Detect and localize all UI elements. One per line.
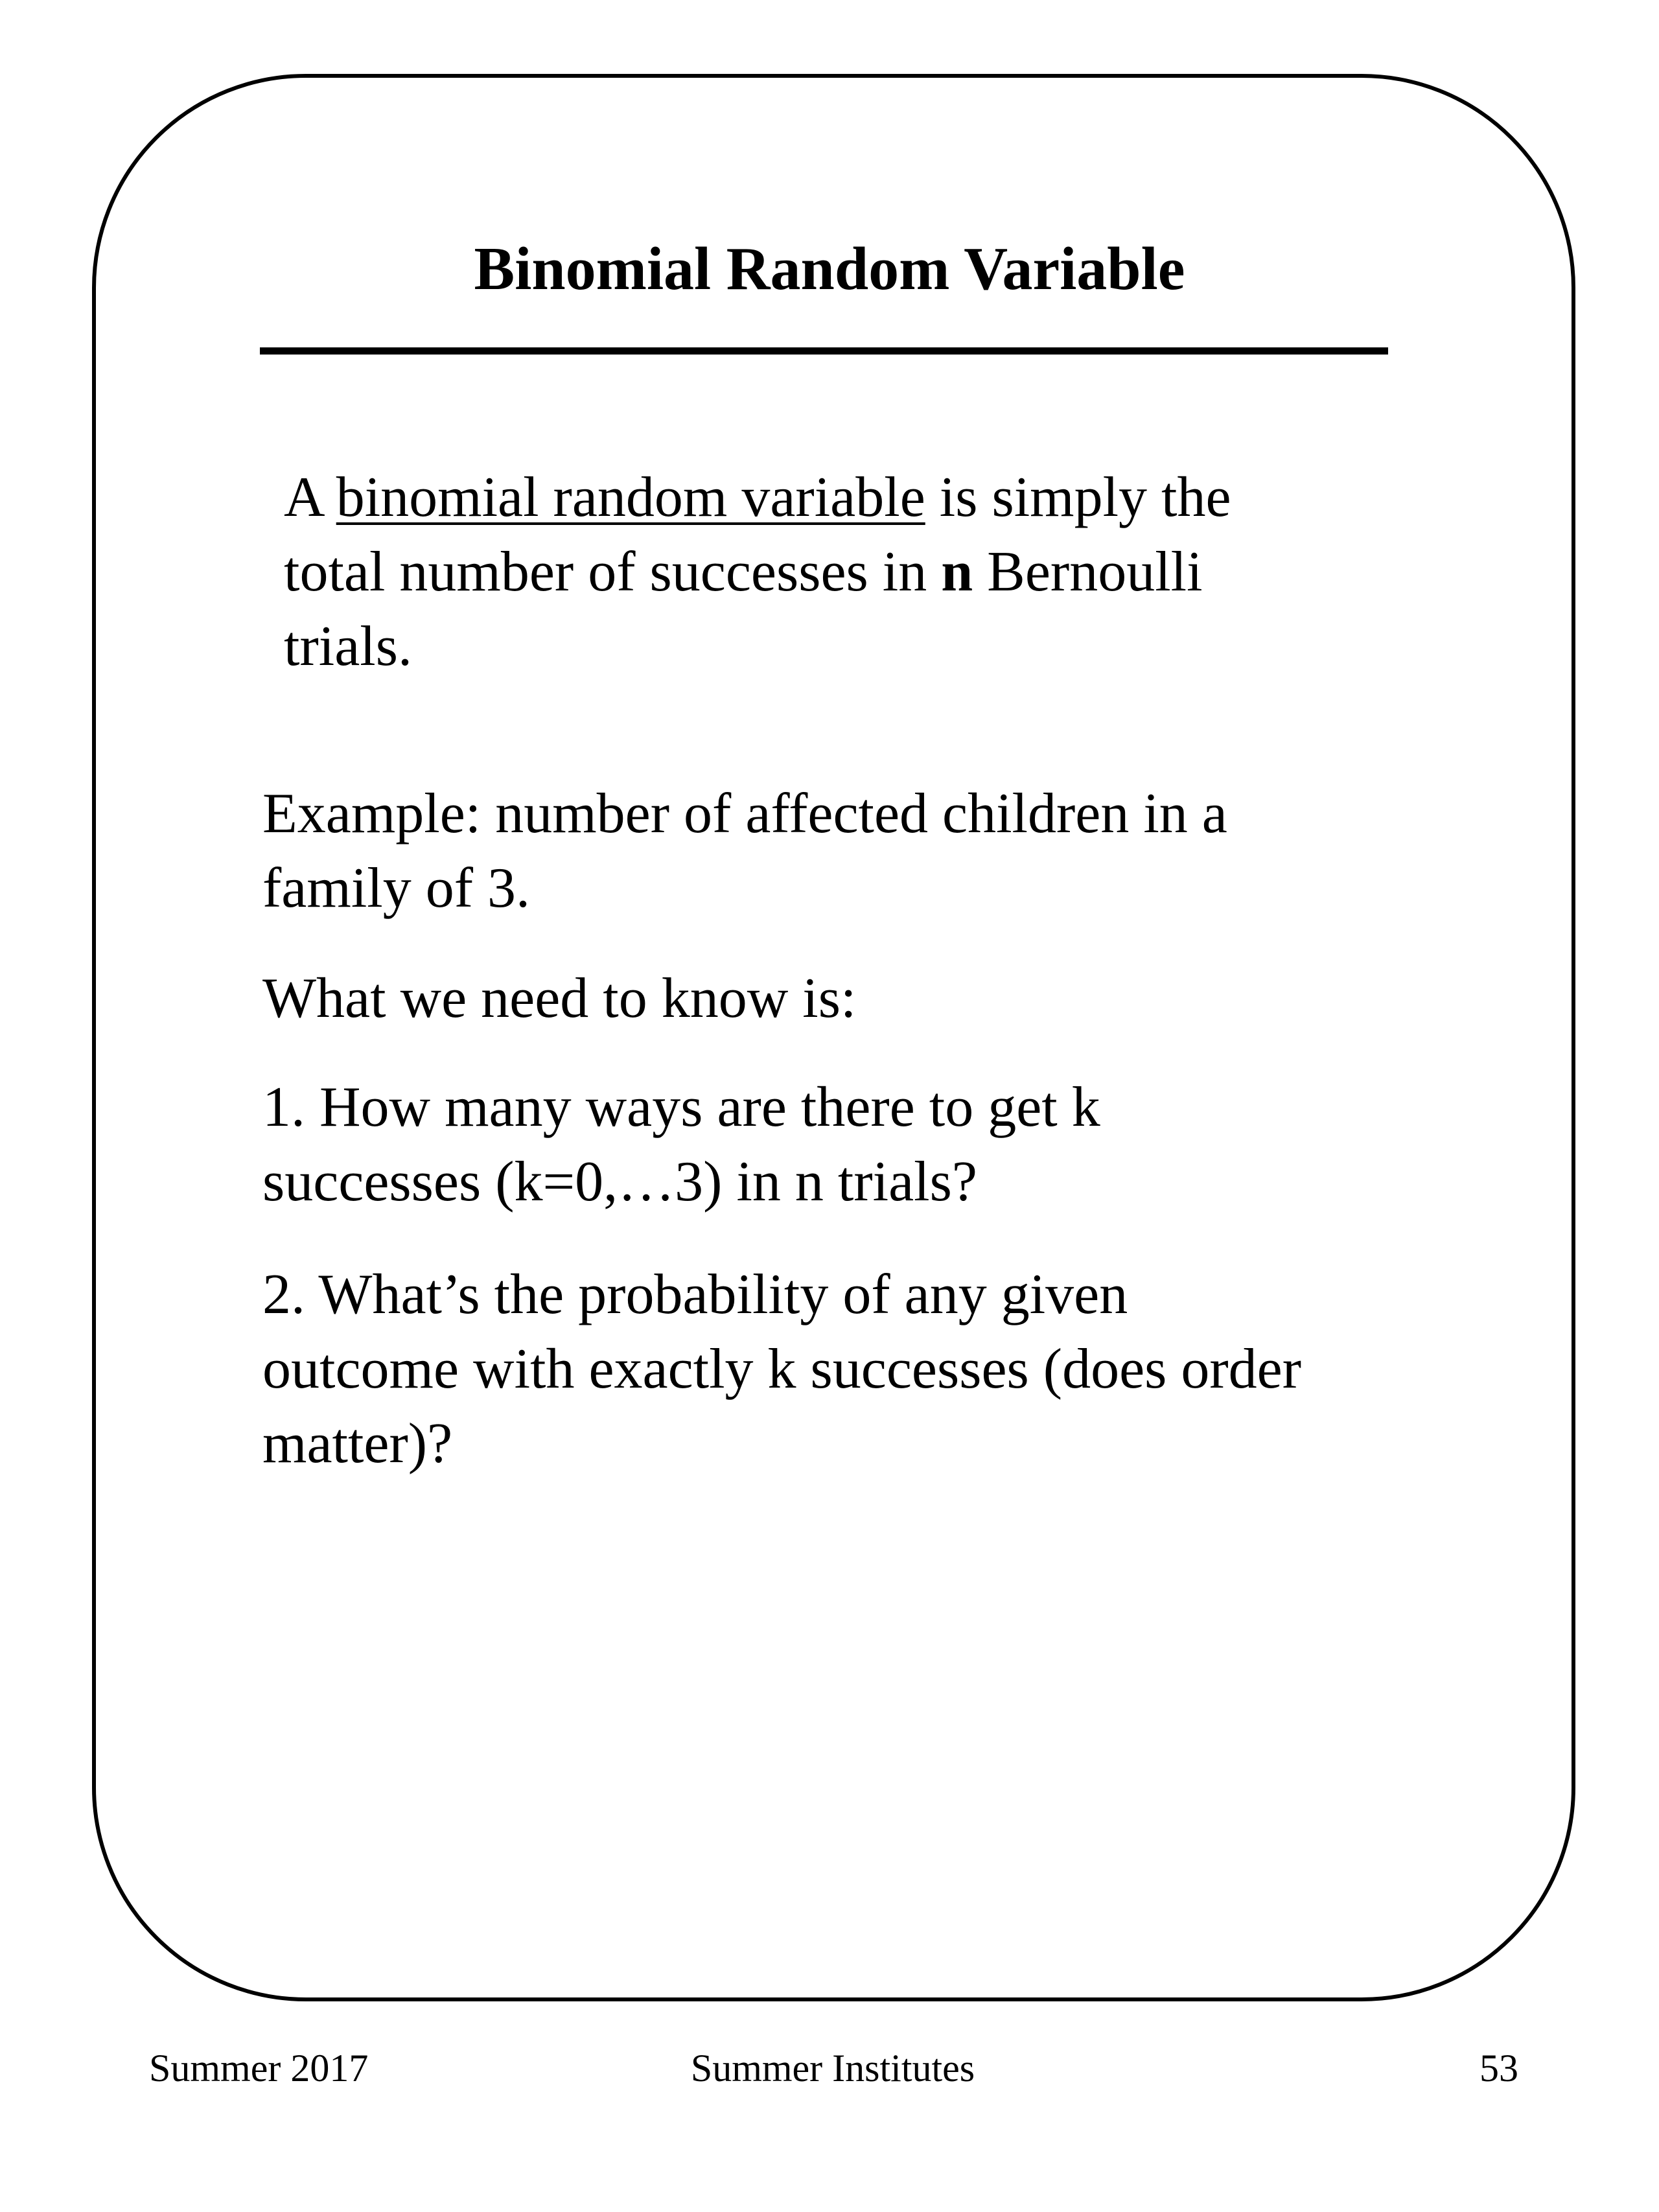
text: trials. bbox=[284, 615, 412, 678]
footer-date: Summer 2017 bbox=[149, 2047, 369, 2090]
text: What we need to know is: bbox=[262, 967, 857, 1030]
page-number: 53 bbox=[1479, 2047, 1518, 2090]
text: Bernoulli bbox=[973, 541, 1203, 603]
need-paragraph bbox=[262, 961, 856, 1036]
question-2 bbox=[262, 1257, 1301, 1481]
text: matter)? bbox=[262, 1412, 453, 1475]
defined-term: binomial random variable bbox=[336, 466, 925, 529]
text: Example: number of affected children in a bbox=[262, 782, 1227, 845]
definition-paragraph bbox=[284, 460, 1231, 684]
text: family of 3. bbox=[262, 857, 531, 920]
text: successes (k=0,…3) in n trials? bbox=[262, 1150, 977, 1213]
text: 1. How many ways are there to get k bbox=[262, 1076, 1100, 1139]
footer-institution: Summer Institutes bbox=[690, 2047, 975, 2090]
title-divider bbox=[260, 347, 1388, 355]
text: A bbox=[284, 466, 336, 529]
text: is simply the bbox=[925, 466, 1231, 529]
slide-title: Binomial Random Variable bbox=[474, 235, 1185, 303]
example-paragraph bbox=[262, 776, 1227, 926]
bold-n: n bbox=[941, 541, 973, 603]
question-1 bbox=[262, 1070, 1100, 1219]
slide-frame bbox=[92, 74, 1575, 2001]
text: total number of successes in bbox=[284, 541, 942, 603]
text: 2. What’s the probability of any given bbox=[262, 1263, 1128, 1326]
text: outcome with exactly k successes (does order bbox=[262, 1338, 1302, 1401]
